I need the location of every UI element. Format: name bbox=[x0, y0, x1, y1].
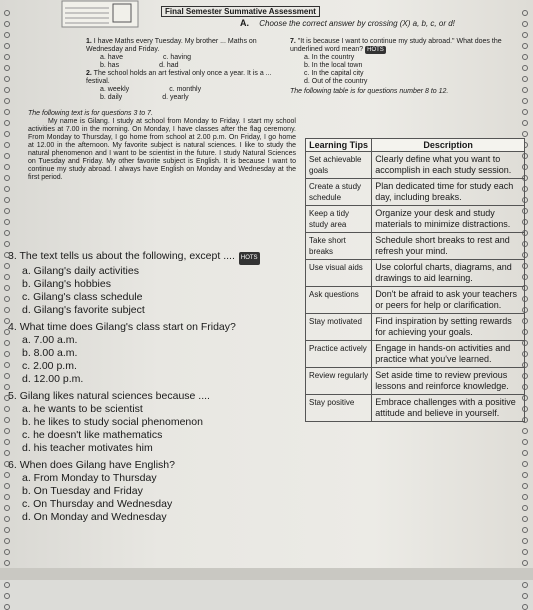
binding-hole bbox=[4, 164, 10, 170]
tip-description-cell: Engage in hands-on activities and practice what you've learned. bbox=[372, 341, 525, 368]
answer-option[interactable]: d. 12.00 p.m. bbox=[22, 373, 84, 385]
binding-hole bbox=[522, 54, 528, 60]
table-intro: The following table is for questions number 8 to 12. bbox=[290, 88, 449, 95]
page-title: Final Semester Summative Assessment bbox=[158, 2, 320, 17]
question-7: 7. "It is because I want to continue my study abroad." What does the underlined word mean? HOTS a. In the country b. In the local town c. In the capital city d. Out of the country The following table is for questions number 8 to 12. bbox=[290, 38, 515, 96]
option[interactable]: c. monthly bbox=[169, 86, 202, 93]
binding-hole bbox=[522, 593, 528, 599]
tip-description-cell: Embrace challenges with a positive attitude and believe in yourself. bbox=[372, 395, 525, 422]
table-row bbox=[306, 341, 525, 368]
question-text: Gilang likes natural sciences because .... bbox=[19, 390, 210, 402]
answer-option[interactable]: a. he wants to be scientist bbox=[22, 403, 143, 415]
binding-hole bbox=[522, 604, 528, 610]
binding-hole bbox=[4, 604, 10, 610]
binding-hole bbox=[522, 131, 528, 137]
binding-hole bbox=[4, 142, 10, 148]
binding-hole bbox=[4, 32, 10, 38]
option[interactable]: d. yearly bbox=[162, 94, 189, 101]
binding-hole bbox=[4, 87, 10, 93]
table-row bbox=[306, 368, 525, 395]
binding-hole bbox=[4, 54, 10, 60]
tip-name-cell: Ask questions bbox=[306, 287, 372, 314]
answer-option[interactable]: c. 2.00 p.m. bbox=[22, 360, 77, 372]
tip-name-cell: Review regularly bbox=[306, 368, 372, 395]
school-logo bbox=[60, 0, 140, 30]
binding-hole bbox=[522, 494, 528, 500]
binding-hole bbox=[522, 472, 528, 478]
binding-hole bbox=[4, 219, 10, 225]
answer-option[interactable]: d. his teacher motivates him bbox=[22, 442, 153, 454]
binding-hole bbox=[4, 241, 10, 247]
answer-option[interactable]: b. On Tuesday and Friday bbox=[22, 485, 143, 497]
question-number: 4. bbox=[8, 321, 17, 333]
binding-hole bbox=[4, 98, 10, 104]
header bbox=[60, 0, 530, 32]
reading-passage bbox=[28, 110, 296, 182]
binding-hole bbox=[4, 593, 10, 599]
hots-badge: HOTS bbox=[367, 47, 384, 53]
question-3 bbox=[8, 250, 300, 265]
question-6 bbox=[8, 459, 300, 472]
table-row bbox=[306, 233, 525, 260]
instruction-text: Choose the correct answer by crossing (X) a, b, c, or d! bbox=[259, 19, 455, 28]
learning-tips-table bbox=[305, 138, 525, 422]
table-row bbox=[306, 152, 525, 179]
option[interactable]: a. weekly bbox=[100, 86, 130, 93]
binding-hole bbox=[4, 538, 10, 544]
table-header: Description bbox=[372, 139, 525, 152]
binding-hole bbox=[4, 43, 10, 49]
option[interactable]: d. Out of the country bbox=[304, 78, 368, 85]
answer-option[interactable]: c. Gilang's class schedule bbox=[22, 291, 143, 303]
option[interactable]: c. In the capital city bbox=[304, 70, 364, 77]
tip-name-cell: Use visual aids bbox=[306, 260, 372, 287]
question-text: When does Gilang have English? bbox=[19, 459, 175, 471]
tip-name-cell: Keep a tidy study area bbox=[306, 206, 372, 233]
table-row bbox=[306, 179, 525, 206]
binding-hole bbox=[4, 131, 10, 137]
question-number: 5. bbox=[8, 390, 17, 402]
binding-hole bbox=[4, 197, 10, 203]
binding-hole bbox=[4, 109, 10, 115]
question-number: 6. bbox=[8, 459, 17, 471]
binding-hole bbox=[4, 21, 10, 27]
text-intro: The following text is for questions 3 to 7. bbox=[28, 110, 153, 117]
tip-name-cell: Create a study schedule bbox=[306, 179, 372, 206]
questions-lower bbox=[0, 250, 300, 524]
tip-description-cell: Find inspiration by setting rewards for achieving your goals. bbox=[372, 314, 525, 341]
binding-hole bbox=[4, 186, 10, 192]
tip-description-cell: Plan dedicated time for study each day, including breaks. bbox=[372, 179, 525, 206]
binding-hole bbox=[522, 109, 528, 115]
answer-option[interactable]: c. he doesn't like mathematics bbox=[22, 429, 163, 441]
answer-option[interactable]: b. Gilang's hobbies bbox=[22, 278, 111, 290]
option[interactable]: a. have bbox=[100, 54, 123, 61]
tip-name-cell: Set achievable goals bbox=[306, 152, 372, 179]
binding-hole bbox=[4, 65, 10, 71]
binding-hole bbox=[4, 175, 10, 181]
binding-hole bbox=[522, 450, 528, 456]
answer-option[interactable]: b. he likes to study social phenomenon bbox=[22, 416, 203, 428]
binding-hole bbox=[4, 10, 10, 16]
binding-hole bbox=[522, 582, 528, 588]
answer-option[interactable]: b. 8.00 a.m. bbox=[22, 347, 78, 359]
tip-description-cell: Organize your desk and study materials to minimize distractions. bbox=[372, 206, 525, 233]
binding-hole bbox=[4, 76, 10, 82]
binding-hole bbox=[522, 483, 528, 489]
binding-hole bbox=[522, 43, 528, 49]
hots-badge: HOTS bbox=[239, 252, 260, 265]
binding-hole bbox=[522, 428, 528, 434]
binding-hole bbox=[522, 527, 528, 533]
binding-hole bbox=[522, 538, 528, 544]
option[interactable]: b. In the local town bbox=[304, 62, 363, 69]
table-row bbox=[306, 314, 525, 341]
answer-option[interactable]: a. Gilang's daily activities bbox=[22, 265, 139, 277]
passage-text: My name is Gilang. I study at school from Monday to Friday. I start my school activities at 7.00 in the morning. On Monday, I have classes after the flag ceremony. From Monday to Thursday, I go home from school at 2.00 p.m. On Friday, I go home at 12.00 in the afternoon. My favorite subject is natural sciences. I like to study the natural phenomenon and I want to be scientist in the future. I study Natural Sciences on Tuesday and Friday. My other favorite subject is English. It is because I want to continue my study abroad. I always have English on Monday and Wednesday at the first period. bbox=[28, 118, 296, 181]
option[interactable]: b. daily bbox=[100, 94, 123, 101]
tip-name-cell: Practice actively bbox=[306, 341, 372, 368]
page-bottom-edge bbox=[0, 568, 533, 580]
binding-hole bbox=[4, 560, 10, 566]
tip-name-cell: Stay motivated bbox=[306, 314, 372, 341]
answer-option[interactable]: a. From Monday to Thursday bbox=[22, 472, 157, 484]
binding-hole bbox=[4, 230, 10, 236]
tip-description-cell: Don't be afraid to ask your teachers or peers for help or clarification. bbox=[372, 287, 525, 314]
binding-hole bbox=[522, 549, 528, 555]
question-text: The text tells us about the following, except .... bbox=[19, 250, 235, 262]
tip-name-cell: Stay positive bbox=[306, 395, 372, 422]
option[interactable]: c. having bbox=[162, 54, 191, 61]
answer-option[interactable]: d. On Monday and Wednesday bbox=[22, 511, 167, 523]
binding-hole bbox=[4, 153, 10, 159]
answer-option[interactable]: d. Gilang's favorite subject bbox=[22, 304, 145, 316]
question-number: 3. bbox=[8, 250, 17, 262]
table-row bbox=[306, 206, 525, 233]
binding-hole bbox=[522, 76, 528, 82]
option[interactable]: b. has bbox=[100, 62, 120, 69]
binding-hole bbox=[522, 87, 528, 93]
table-row bbox=[306, 260, 525, 287]
table-header: Learning Tips bbox=[306, 139, 372, 152]
option[interactable]: d. had bbox=[159, 62, 179, 69]
table-row bbox=[306, 287, 525, 314]
answer-option[interactable]: c. On Thursday and Wednesday bbox=[22, 498, 173, 510]
tip-description-cell: Schedule short breaks to rest and refresh your mind. bbox=[372, 233, 525, 260]
question-1: 1. I have Maths every Tuesday. My brother ... Maths on Wednesday and Friday. bbox=[86, 38, 257, 53]
section-letter: A. bbox=[240, 18, 249, 28]
binding-hole bbox=[4, 582, 10, 588]
binding-hole bbox=[522, 505, 528, 511]
section-instruction bbox=[240, 18, 455, 28]
binding-hole bbox=[4, 549, 10, 555]
binding-hole bbox=[522, 516, 528, 522]
questions-top-left bbox=[86, 38, 286, 102]
question-text: What time does Gilang's class start on Friday? bbox=[19, 321, 236, 333]
answer-option[interactable]: a. 7.00 a.m. bbox=[22, 334, 78, 346]
binding-hole bbox=[522, 461, 528, 467]
binding-hole bbox=[522, 560, 528, 566]
binding-hole bbox=[522, 120, 528, 126]
option[interactable]: a. In the country bbox=[304, 54, 355, 61]
question-4 bbox=[8, 321, 300, 334]
tip-description-cell: Clearly define what you want to accomplish in each study session. bbox=[372, 152, 525, 179]
binding-hole bbox=[522, 65, 528, 71]
table-row bbox=[306, 395, 525, 422]
binding-hole bbox=[4, 120, 10, 126]
binding-hole bbox=[522, 439, 528, 445]
binding-hole bbox=[4, 208, 10, 214]
question-5 bbox=[8, 390, 300, 403]
tip-name-cell: Take short breaks bbox=[306, 233, 372, 260]
question-2: 2. The school holds an art festival only once a year. It is a ... festival. bbox=[86, 70, 272, 85]
tip-description-cell: Use colorful charts, diagrams, and drawings to aid learning. bbox=[372, 260, 525, 287]
binding-hole bbox=[522, 32, 528, 38]
binding-hole bbox=[522, 98, 528, 104]
tip-description-cell: Set aside time to review previous lessons and reinforce knowledge. bbox=[372, 368, 525, 395]
binding-hole bbox=[4, 527, 10, 533]
